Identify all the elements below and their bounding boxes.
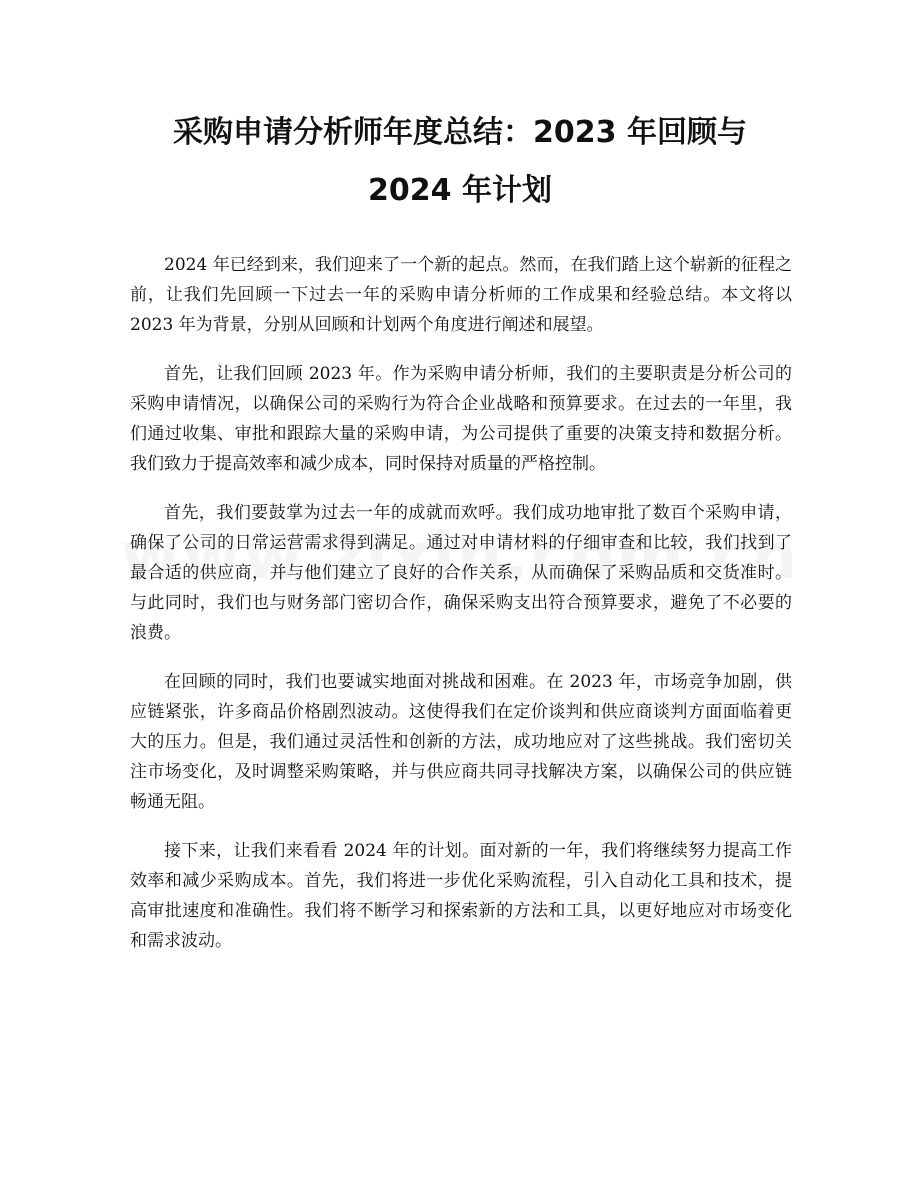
paragraph-4: 在回顾的同时，我们也要诚实地面对挑战和困难。在 2023 年，市场竞争加剧，供应链紧张，许多商品价格剧烈波动。这使得我们在定价谈判和供应商谈判方面面临着更大的压力。但是，我们通过灵活性和创新的方法，成功地应对了这些挑战。我们密切关注市场变化，及时调整采购策略，并与供应商共同寻找解决方案，以确保公司的供应链畅通无阻。: [130, 672, 792, 812]
title-line-2: 2024 年计划: [368, 173, 552, 208]
title-line-1: 采购申请分析师年度总结：2023 年回顾与: [173, 115, 747, 150]
paragraph-1: 2024 年已经到来，我们迎来了一个新的起点。然而，在我们踏上这个崭新的征程之前，让我们先回顾一下过去一年的采购申请分析师的工作成果和经验总结。本文将以 2023 年为背景，分别从回顾和计划两个角度进行阐述和展望。: [130, 255, 792, 335]
paragraph-5: 接下来，让我们来看看 2024 年的计划。面对新的一年，我们将继续努力提高工作效率和减少采购成本。首先，我们将进一步优化采购流程，引入自动化工具和技术，提高审批速度和准确性。我们将不断学习和探索新的方法和工具，以更好地应对市场变化和需求波动。: [130, 841, 792, 951]
page-title: [120, 104, 800, 220]
paragraph-2: 首先，让我们回顾 2023 年。作为采购申请分析师，我们的主要职责是分析公司的采购申请情况，以确保公司的采购行为符合企业战略和预算要求。在过去的一年里，我们通过收集、审批和跟踪大量的采购申请，为公司提供了重要的决策支持和数据分析。我们致力于提高效率和减少成本，同时保持对质量的严格控制。: [130, 364, 792, 474]
paragraph-3: 首先，我们要鼓掌为过去一年的成就而欢呼。我们成功地审批了数百个采购申请，确保了公司的日常运营需求得到满足。通过对申请材料的仔细审查和比较，我们找到了最合适的供应商，并与他们建立了良好的合作关系，从而确保了采购品质和交货准时。与此同时，我们也与财务部门密切合作，确保采购支出符合预算要求，避免了不必要的浪费。: [130, 503, 792, 643]
document-body: [130, 250, 792, 975]
